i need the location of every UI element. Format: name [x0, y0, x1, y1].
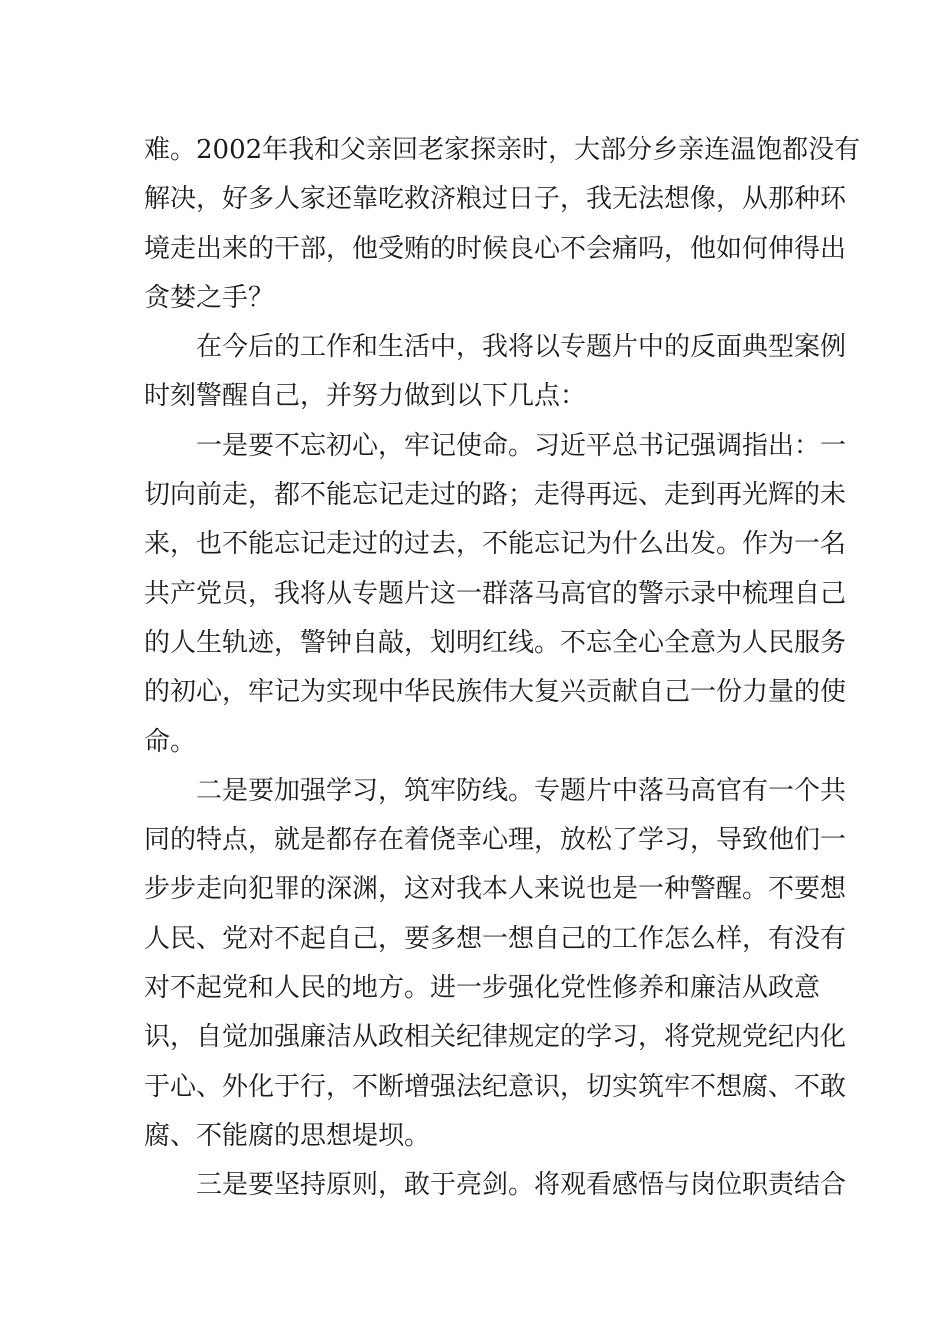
paragraph-first-line: 在今后的工作和生活中，我将以专题片中的反面典型案例	[196, 332, 847, 363]
text-line: 人民、党对不起自己，要多想一想自己的工作怎么样，有没有	[144, 923, 847, 954]
text-line: 对不起党和人民的地方。进一步强化党性修养和廉洁从政意	[144, 973, 821, 1004]
text-line: 贪婪之手？	[144, 282, 275, 313]
text-line: 于心、外化于行，不断增强法纪意识，切实筑牢不想腐、不敢	[144, 1071, 847, 1102]
document-body	[144, 126, 861, 1211]
text-line: 难。2002年我和父亲回老家探亲时，大部分乡亲连温饱都没有	[144, 135, 861, 165]
paragraph-first-line: 一是要不忘初心，牢记使命。习近平总书记强调指出：一	[196, 430, 847, 461]
paragraph-first-line: 二是要加强学习，筑牢防线。专题片中落马高官有一个共	[196, 775, 847, 806]
text-line: 共产党员，我将从专题片这一群落马高官的警示录中梳理自己	[144, 578, 847, 609]
text-line: 境走出来的干部，他受贿的时候良心不会痛吗，他如何伸得出	[144, 233, 847, 264]
text-line: 的初心，牢记为实现中华民族伟大复兴贡献自己一份力量的使	[144, 677, 847, 708]
text-line: 腐、不能腐的思想堤坝。	[144, 1120, 431, 1151]
text-line: 同的特点，就是都存在着侥幸心理，放松了学习，导致他们一	[144, 825, 847, 856]
text-line: 的人生轨迹，警钟自敲，划明红线。不忘全心全意为人民服务	[144, 627, 847, 658]
text-line: 切向前走，都不能忘记走过的路；走得再远、走到再光辉的未	[144, 480, 847, 511]
text-line: 解决，好多人家还靠吃救济粮过日子，我无法想像，从那种环	[144, 184, 847, 215]
text-line: 命。	[144, 726, 197, 757]
paragraph-first-line: 三是要坚持原则，敢于亮剑。将观看感悟与岗位职责结合	[196, 1170, 847, 1201]
text-line: 步步走向犯罪的深渊，这对我本人来说也是一种警醒。不要想	[144, 874, 847, 905]
text-line: 识，自觉加强廉洁从政相关纪律规定的学习，将党规党纪内化	[144, 1022, 847, 1053]
text-line: 来，也不能忘记走过的过去，不能忘记为什么出发。作为一名	[144, 529, 847, 560]
text-line: 时刻警醒自己，并努力做到以下几点：	[144, 381, 587, 412]
